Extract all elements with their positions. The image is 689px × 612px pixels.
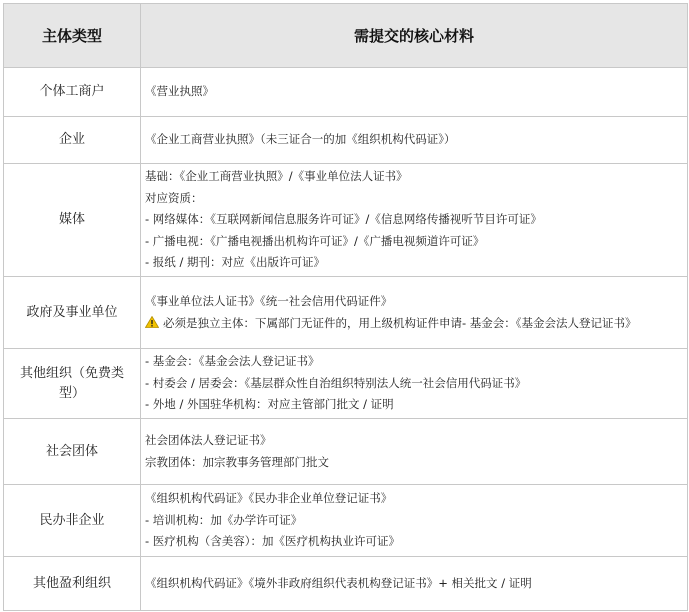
table-row xyxy=(4,557,688,611)
material-line-warning xyxy=(145,313,683,335)
material-line: - 医疗机构（含美容）：加《医疗机构执业许可证》 xyxy=(145,534,401,549)
entity-type-cell: 其他组织（免费类型） xyxy=(4,349,141,419)
table-row xyxy=(4,277,688,349)
material-line: - 外地 / 外国驻华机构：对应主管部门批文 / 证明 xyxy=(145,397,394,412)
material-line: - 村委会 / 居委会：《基层群众性自治组织特别法人统一社会信用代码证书》 xyxy=(145,375,527,390)
table-row xyxy=(4,164,688,277)
materials-cell xyxy=(141,68,688,117)
table-row xyxy=(4,419,688,485)
materials-cell xyxy=(141,349,688,419)
materials-cell xyxy=(141,557,688,611)
material-line: - 广播电视：《广播电视播出机构许可证》/《广播电视频道许可证》 xyxy=(145,233,485,248)
material-line: 《组织机构代码证》《境外非政府组织代表机构登记证书》+ 相关批文 / 证明 xyxy=(145,575,532,590)
material-line: 宗教团体：加宗教事务管理部门批文 xyxy=(145,454,329,469)
table-row xyxy=(4,349,688,419)
materials-cell xyxy=(141,117,688,164)
material-line: 《组织机构代码证》《民办非企业单位登记证书》 xyxy=(145,491,393,506)
header-entity-type: 主体类型 xyxy=(4,4,141,68)
entity-type-cell: 企业 xyxy=(4,117,141,164)
materials-cell xyxy=(141,485,688,557)
entity-type-cell: 其他盈利组织 xyxy=(4,557,141,611)
materials-cell xyxy=(141,277,688,349)
warning-text: 必须是独立主体：下属部门无证件的，用上级机构证件申请- 基金会：《基金会法人登记证书》 xyxy=(163,315,637,330)
material-line: 基础：《企业工商营业执照》/《事业单位法人证书》 xyxy=(145,169,408,184)
material-line: 《企业工商营业执照》（未三证合一的加《组织机构代码证》） xyxy=(145,132,456,147)
material-line: 对应资质： xyxy=(145,190,203,205)
materials-cell xyxy=(141,419,688,485)
entity-type-cell: 社会团体 xyxy=(4,419,141,485)
header-row xyxy=(4,4,688,68)
materials-table xyxy=(3,3,688,611)
material-line: 《事业单位法人证书》《统一社会信用代码证件》 xyxy=(145,294,393,308)
warning-icon xyxy=(145,316,159,328)
materials-cell xyxy=(141,164,688,277)
table-row xyxy=(4,117,688,164)
material-line: - 报纸 / 期刊：对应《出版许可证》 xyxy=(145,255,325,270)
table-row xyxy=(4,485,688,557)
entity-type-cell: 民办非企业 xyxy=(4,485,141,557)
entity-type-cell: 个体工商户 xyxy=(4,68,141,117)
material-line: 社会团体法人登记证书》 xyxy=(145,433,272,447)
material-line: - 基金会：《基金会法人登记证书》 xyxy=(145,354,320,369)
material-line: - 网络媒体：《互联网新闻信息服务许可证》/《信息网络传播视听节目许可证》 xyxy=(145,212,542,227)
entity-type-cell: 媒体 xyxy=(4,164,141,277)
material-line: 《营业执照》 xyxy=(145,84,214,99)
table-row xyxy=(4,68,688,117)
material-line: - 培训机构：加《办学许可证》 xyxy=(145,512,303,527)
header-core-materials: 需提交的核心材料 xyxy=(141,4,688,68)
entity-type-cell: 政府及事业单位 xyxy=(4,277,141,349)
